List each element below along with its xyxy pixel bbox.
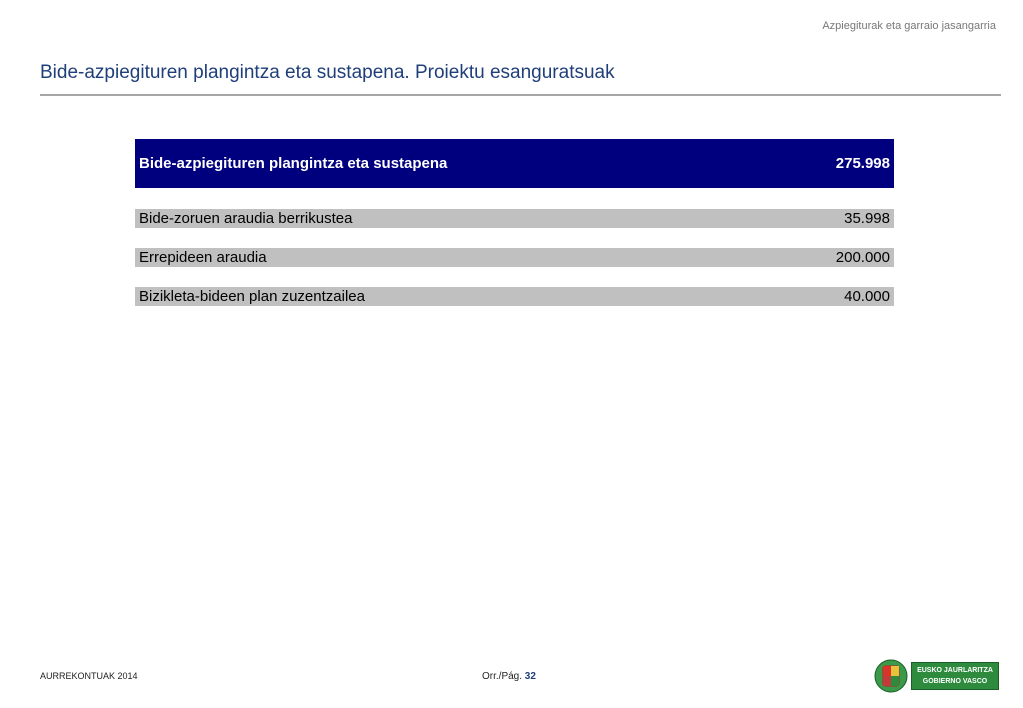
government-logo [874,656,1002,696]
row-label: Errepideen araudia [139,249,267,266]
table-header-label: Bide-azpiegituren plangintza eta sustapena [139,155,448,172]
section-title: Azpiegiturak eta garraio jasangarria [822,20,996,32]
page-title: Bide-azpiegituren plangintza eta sustapena. Proiektu esanguratsuak [40,62,615,83]
table-row [135,248,894,267]
table-header-row [135,139,894,188]
coat-of-arms-icon [874,656,908,696]
row-label: Bizikleta-bideen plan zuzentzailea [139,288,365,305]
footer-budget-label: AURREKONTUAK 2014 [40,671,138,681]
table-row [135,287,894,306]
logo-line-1: EUSKO JAURLARITZA [917,667,993,674]
row-label: Bide-zoruen araudia berrikustea [139,210,353,227]
row-value: 200.000 [835,249,890,266]
page-number [482,671,536,682]
row-value: 35.998 [844,210,890,227]
row-value: 40.000 [844,288,890,305]
table-header-value: 275.998 [835,155,890,172]
page-label: Orr./Pág. [482,671,523,682]
title-divider [40,94,1001,96]
table-row [135,209,894,228]
logo-line-2: GOBIERNO VASCO [922,678,988,685]
budget-table [135,139,894,306]
logo-wordmark [911,662,999,690]
page-number-value: 32 [524,671,536,682]
